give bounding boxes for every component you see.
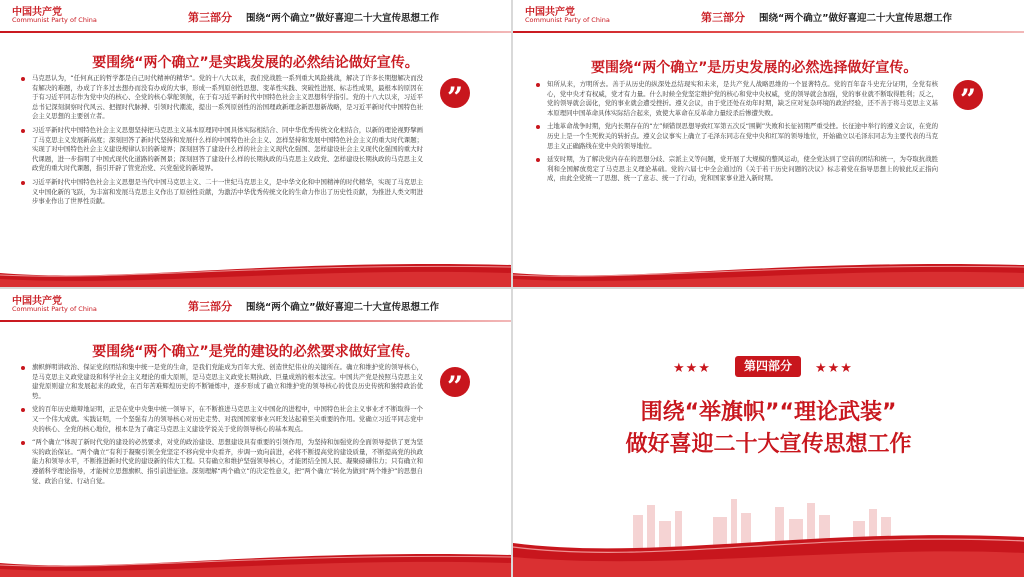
logo-en: Communist Party of China [12,16,97,24]
paragraph: 知所从来，方明所去。善于从历史的纵深处总结现实和未来，是共产党人战略思维的一个显著特点。党的百年奋斗史充分证明，全党有核心，党中央才有权威，党才有力量。什么时候全党坚定维护党的核心和党中央权威，党的领导就会加强，党的事业就不断取得胜利；反之，党的领导就会弱化，党的事业就会遭受挫折。遵义会议，由于党还处在幼年时期，缺乏应对复杂环境的政治经验，还不善于将马克思主义基本原理同中国革命具体实际结合起来，致使大革命在反革命力量绞杀后惨遭失败。 [533,80,938,118]
slide-header [0,289,511,319]
header-divider [0,320,511,322]
bullet-icon [536,158,540,162]
red-wave-decoration [513,253,1024,287]
bullet-icon [21,129,25,133]
slide-3[interactable] [0,289,511,577]
paragraph: 党的百年历史雄辩地证明，正是在党中央集中统一领导下，在不断推进马克思主义中国化的进程中，中国特色社会主义事业才不断取得一个又一个伟大成就。实践证明，一个坚强有力的领导核心对历史走势、对我国国家事业兴旺发达起着至关重要的作用。党确立习近平同志党中央的核心、全党的核心地位，根本是为了确定马克思主义建设学说关于党的领导核心的基本观点。 [18,405,423,434]
header-title: 围绕“两个确立”做好喜迎二十大宣传思想工作 [246,13,439,24]
part-label: 第三部分 [188,300,232,313]
header-divider [513,31,1024,33]
logo-cn: 中国共产党 [12,296,62,307]
logo-cn: 中国共产党 [12,7,62,18]
paragraph: 延安时期，为了解决党内存在的思想分歧、宗派主义等问题，党开展了大规模的整风运动，使全党达到了空前的团结和统一，为夺取抗战胜利和全国解放奠定了马克思主义理论基础。党的六届七中全会通过的《关于若干历史问题的决议》标志着党在指导思想上的彼此反正指向成，由此全党统一了思想、统一了意志、统一了行动，党和国家事业进入新时期。 [533,155,938,184]
bullet-icon [21,408,25,412]
bullet-icon [21,181,25,185]
slide-header [0,0,511,30]
header-title: 围绕“两个确立”做好喜迎二十大宣传思想工作 [759,13,952,24]
city-skyline-decoration [513,487,1024,577]
quote-icon: ” [440,78,470,108]
part-badge: 第四部分 [735,356,801,377]
paragraph: 旗帜鲜明讲政治、保证党的团结和集中统一是党的生命，是我们党能成为百年大党、创造世纪伟业的关键所在。确立和维护党的领导核心，是马克思主义政党建设和科学社会主义理论的重大原则，是马克思主义政党长期执政、巨量成熟的根本法宝。中国共产党是按照马克思主义建党原则建立和发展起来的政党，在百年苦难辉煌历史的不断锤炼中，逐步形成了确立和维护党的领导核心的优良历史传统和独特政治优势。 [18,363,423,401]
logo-cn: 中国共产党 [525,7,575,18]
logo-en: Communist Party of China [12,305,97,313]
part-label: 第三部分 [188,11,232,24]
star-icon: ★★★ [673,361,711,376]
slide-header [513,0,1024,30]
section-title-line-2: 做好喜迎二十大宣传思想工作 [625,432,912,457]
slide-body [533,80,938,188]
slide-1[interactable] [0,0,511,287]
slide-body [18,363,423,490]
red-wave-decoration [0,543,511,577]
bullet-icon [21,77,25,81]
star-icon: ★★★ [815,361,853,376]
bullet-icon [21,366,25,370]
slide-body [18,74,423,211]
slide-2[interactable] [513,0,1024,287]
quote-icon: ” [953,80,983,110]
paragraph: “两个确立”体现了新时代党的建设的必然要求，对党的政治建设、思想建设具有重要的引领作用，为坚持和加强党的全面领导提供了更为坚实的政治保证。“两个确立”有利于凝聚引领全党坚定不移向党中央看齐，步调一致向前进，必将不断提高党的建设质量，不断提高党的执政能力和领导水平，不断推进新时代党的建设新的伟大工程。只有确立和维护坚强领导核心，才能团结全国人民、凝聚磅礴伟力；只有确立和遵循科学理论指导，才能树立思想旗帜、指引前进征途。深刻理解“两个确立”的决定性意义，把“两个确立”转化为做到“两个维护”的思想自觉、政治自觉、行动自觉。 [18,438,423,486]
paragraph: 土地革命战争时期，党内长期存在的“左”倾错误思想导致红军第五次反“围剿”失败和长征初期严重受挫。长征途中举行的遵义会议，在党的历史上是一个生死攸关的转折点。遵义会议事实上确立了毛泽东同志在党中央和红军的领导地位，开始确立以毛泽东同志为主要代表的马克思主义正确路线在党中央的领导地位。 [533,122,938,151]
part-label: 第三部分 [701,11,745,24]
bullet-icon [21,441,25,445]
paragraph: 习近平新时代中国特色社会主义思想是当代中国马克思主义、二十一世纪马克思主义，是中华文化和中国精神的时代精华，实现了马克思主义中国化新的飞跃，为丰富和发展马克思主义作出了原创性贡献，为激活中华优秀传统文化的生命力作出了历史性贡献，为推进人类文明进步事业作出了世界性贡献。 [18,178,423,207]
bullet-icon [536,125,540,129]
slide-title: 要围绕“两个确立”是实践发展的必然结论做好宣传。 [92,55,419,71]
logo-en: Communist Party of China [525,16,610,24]
header-divider [0,31,511,33]
slide-title: 要围绕“两个确立”是历史发展的必然选择做好宣传。 [591,60,918,76]
bullet-icon [536,83,540,87]
paragraph: 马克思认为，“任何真正的哲学都是自己时代精神的精华”。党的十八大以来，我们党战胜一系列重大风险挑战，解决了许多长期想解决而没有解决的难题，办成了许多过去想办而没有办成的大事，形成一系列原创性思想、变革性实践、突破性进展、标志性成果，最根本的原因在于有习近平同志作为党中央的核心、全党的核心掌舵领航，在于有习近平新时代中国特色社会主义思想科学指引。党的十八大以来，习近平总书记深刻洞察时代风云、把握时代脉搏、引领时代潮流，提出一系列原创性的治国理政新理念新思想新战略，是习近平新时代中国特色社会主义思想的主要创立者。 [18,74,423,122]
red-wave-decoration [0,253,511,287]
slide-title: 要围绕“两个确立”是党的建设的必然要求做好宣传。 [92,344,419,360]
paragraph: 习近平新时代中国特色社会主义思想坚持把马克思主义基本原理同中国具体实际相结合、同中华优秀传统文化相结合，以新的理论视野擘画了马克思主义发展新高度；深刻回答了新时代坚持和发展什么样的中国特色社会主义、怎样坚持和发展中国特色社会主义的重大时代课题；实现了对中国特色社会主义建设规律认识的新境界；深刻回答了建设什么样的社会主义现代化强国、怎样建设社会主义现代化强国的重大时代课题，进一步指明了中国式现代化道路的新图景；深刻回答了建设什么样的长期执政的马克思主义政党、怎样建设长期执政的马克思主义政党的重大时代课题，指引开辟了管党治党、兴党强党的新境界。 [18,126,423,174]
slide-4[interactable] [513,289,1024,577]
quote-icon: ” [440,367,470,397]
section-title-line-1: 围绕“举旗帜”“理论武装” [640,400,897,425]
header-title: 围绕“两个确立”做好喜迎二十大宣传思想工作 [246,302,439,313]
